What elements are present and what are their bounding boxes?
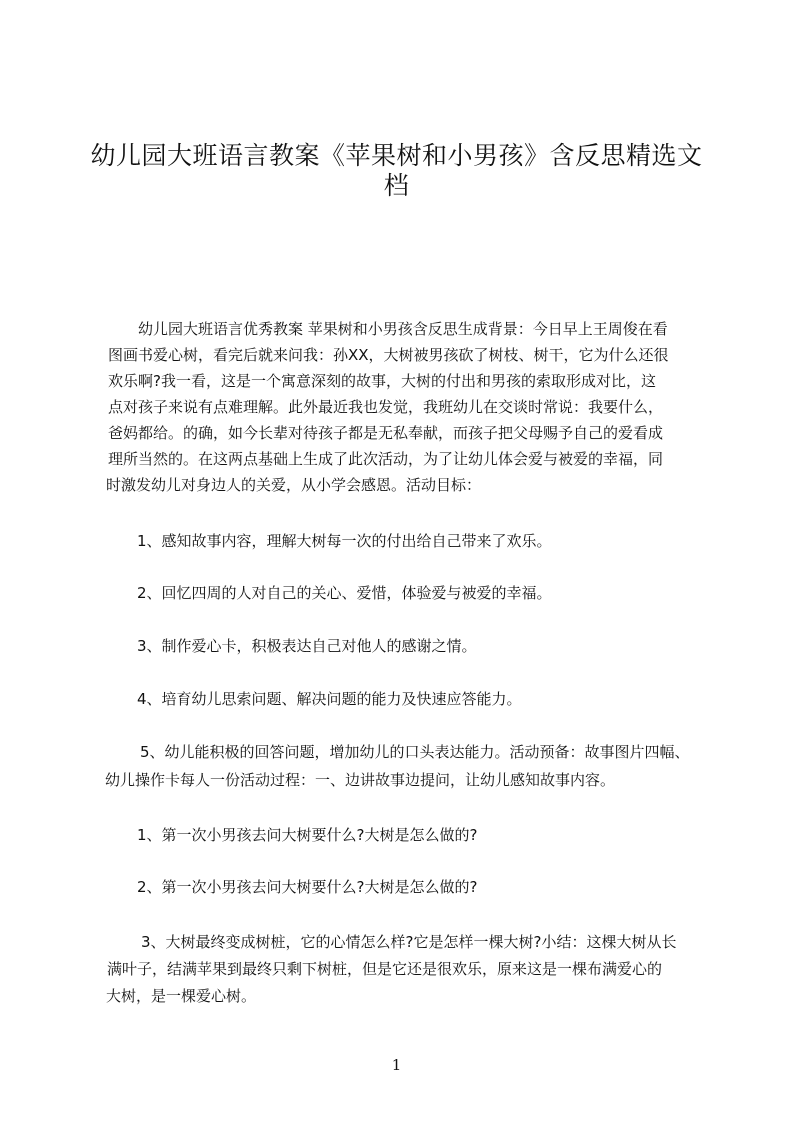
question-item-3-continued: 大树，是一棵爱心树。: [106, 987, 257, 1005]
paragraph-line: 爸妈都给。的确，如今长辈对待孩子都是无私奉献，而孩子把父母赐予自己的爱看成: [108, 424, 664, 442]
title-line: 幼儿园大班语言教案《苹果树和小男孩》含反思精选文: [90, 141, 703, 170]
question-item-2: 2、第一次小男孩去问大树要什么?大树是怎么做的?: [137, 878, 478, 896]
goal-item-4: 4、培育幼儿思索问题、解决问题的能力及快速应答能力。: [137, 690, 522, 708]
paragraph-line: 图画书爱心树，看完后就来问我：孙XX，大树被男孩砍了树枝、树干，它为什么还很: [108, 346, 669, 364]
document-title: [0, 141, 793, 201]
question-item-3-continued: 满叶子，结满苹果到最终只剩下树桩，但是它还是很欢乐，原来这是一棵布满爱心的: [107, 960, 663, 978]
page-number: 1: [391, 1056, 402, 1074]
goal-item-5: 5、幼儿能积极的回答问题，增加幼儿的口头表达能力。活动预备：故事图片四幅、: [140, 743, 690, 761]
title-line: 档: [383, 171, 410, 200]
paragraph-line: 欢乐啊?我一看，这是一个寓意深刻的故事，大树的付出和男孩的索取形成对比，这: [108, 372, 656, 390]
paragraph-line: 点对孩子来说有点难理解。此外最近我也发觉，我班幼儿在交谈时常说：我要什么，: [108, 398, 664, 416]
goal-item-2: 2、回忆四周的人对自己的关心、爱惜，体验爱与被爱的幸福。: [137, 584, 552, 602]
paragraph-line: 理所当然的。在这两点基础上生成了此次活动，为了让幼儿体会爱与被爱的幸福，同: [108, 450, 664, 468]
question-item-3: 3、大树最终变成树桩，它的心情怎么样?它是怎样一棵大树?小结：这棵大树从长: [141, 933, 677, 951]
goal-item-1: 1、感知故事内容，理解大树每一次的付出给自己带来了欢乐。: [137, 532, 552, 550]
paragraph-line: 幼儿园大班语言优秀教案 苹果树和小男孩含反思生成背景：今日早上王周俊在看: [138, 320, 668, 338]
goal-item-5-continued: 幼儿操作卡每人一份活动过程：一、边讲故事边提问，让幼儿感知故事内容。: [105, 771, 616, 789]
goal-item-3: 3、制作爱心卡，积极表达自己对他人的感谢之情。: [137, 637, 477, 655]
paragraph-line: 时激发幼儿对身边人的关爱，从小学会感恩。活动目标：: [106, 476, 482, 494]
question-item-1: 1、第一次小男孩去问大树要什么?大树是怎么做的?: [137, 826, 478, 844]
